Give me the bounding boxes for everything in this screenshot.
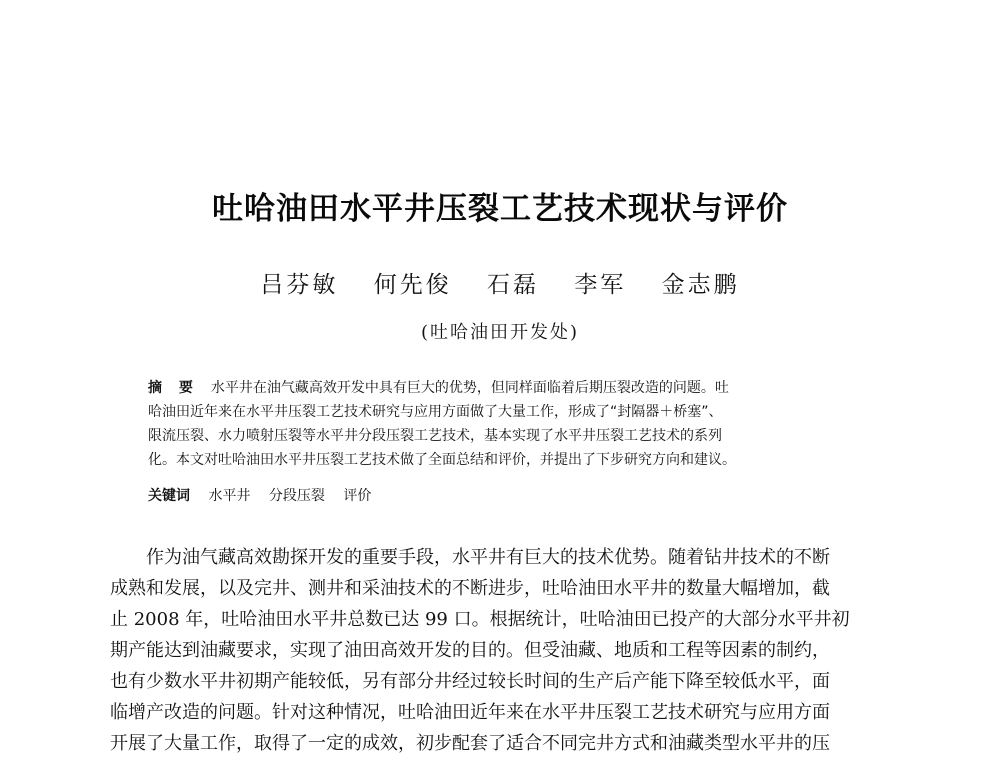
body-line: 开展了大量工作，取得了一定的成效，初步配套了适合不同完井方式和油藏类型水平井的压 [110,733,830,754]
body-line: 止 2008 年，吐哈油田水平井总数已达 99 口。根据统计，吐哈油田已投产的大部分水平井初 [110,609,850,630]
author-list [0,266,1000,299]
body-text [110,542,910,759]
paper-title: 吐哈油田水平井压裂工艺技术现状与评价 [212,191,788,227]
body-line: 临增产改造的问题。针对这种情况，吐哈油田近年来在水平井压裂工艺技术研究与应用方面 [110,702,830,723]
keywords-label: 关键词 [148,488,190,504]
keywords [148,485,385,505]
body-line: 期产能达到油藏要求，实现了油田高效开发的目的。但受油藏、地质和工程等因素的制约， [110,640,830,661]
affiliation: (吐哈油田开发处) [420,322,580,343]
abstract-text: 水平井在油气藏高效开发中具有巨大的优势，但同样面临着后期压裂改造的问题。吐 [210,380,729,396]
abstract-line: 化。本文对吐哈油田水平井压裂工艺技术做了全面总结和评价，并提出了下步研究方向和建议。 [148,452,736,468]
body-line: 也有少数水平井初期产能较低，另有部分井经过较长时间的生产后产能下降至较低水平，面 [110,671,830,692]
author-name: 石磊 [487,272,539,298]
author-name: 吕芬敏 [260,272,339,298]
abstract-line: 限流压裂、水力喷射压裂等水平井分段压裂工艺技术，基本实现了水平井压裂工艺技术的系列 [148,428,722,444]
abstract-line: 哈油田近年来在水平井压裂工艺技术研究与应用方面做了大量工作，形成了“封隔器＋桥塞”、 [148,404,723,420]
keyword: 水平井 [208,488,251,504]
author-name: 何先俊 [373,272,452,298]
keyword: 分段压裂 [268,488,325,504]
body-line: 成熟和发展，以及完井、测井和采油技术的不断进步，吐哈油田水平井的数量大幅增加，截 [110,578,830,599]
body-line: 作为油气藏高效勘探开发的重要手段，水平井有巨大的技术优势。随着钻井技术的不断 [110,547,830,568]
author-name: 金志鹏 [661,272,740,298]
author-name: 李军 [574,272,627,298]
abstract-label: 摘 要 [148,380,199,396]
abstract [148,376,868,472]
keyword: 评价 [343,488,372,504]
abstract-line [148,376,868,400]
